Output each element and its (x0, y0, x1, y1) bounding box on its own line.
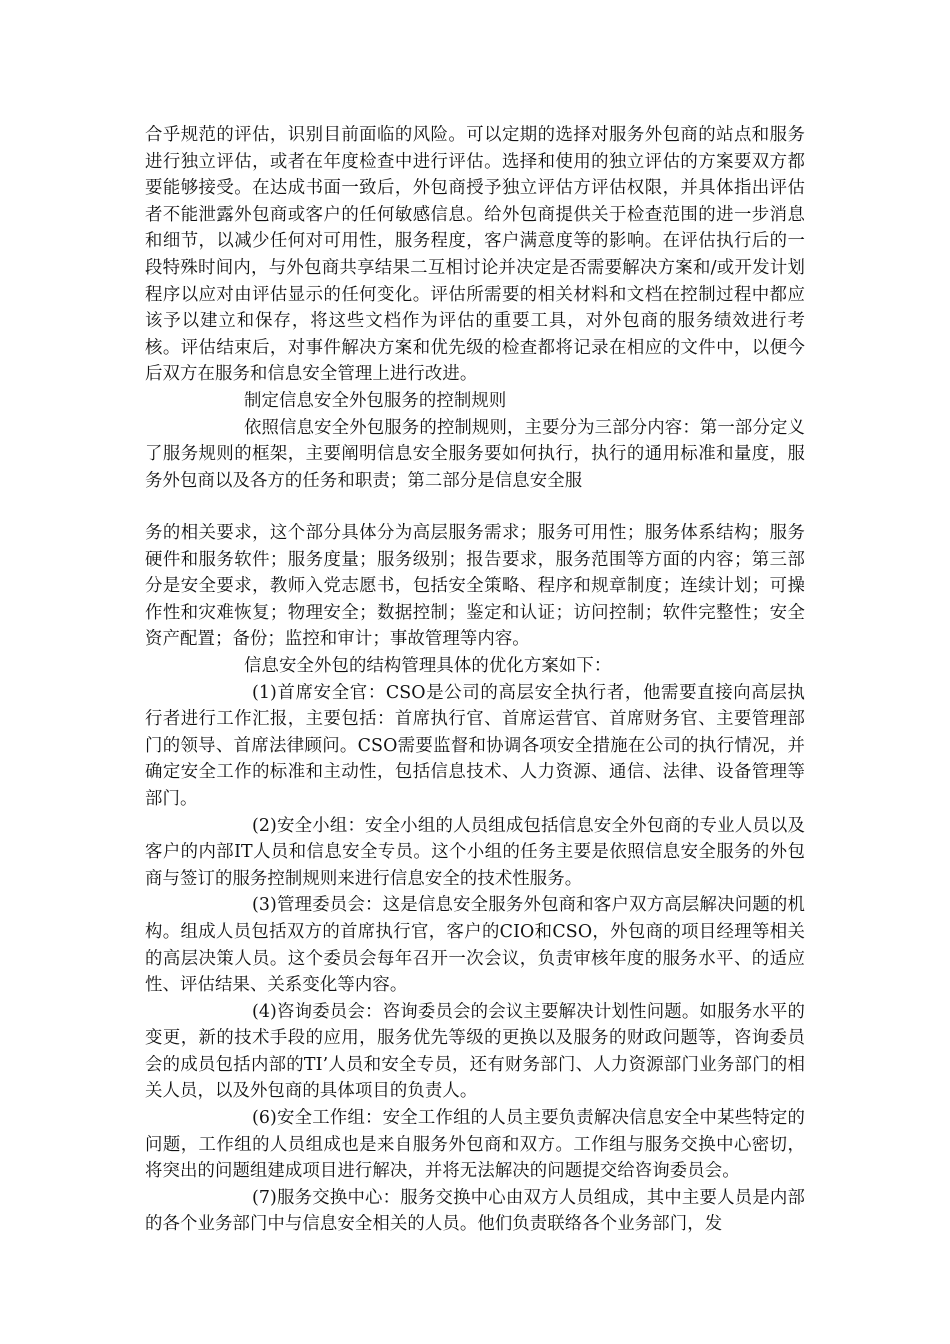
list-item: (3)管理委员会：这是信息安全服务外包商和客户双方高层解决问题的机构。组成人员包括双方的首席执行官，客户的CIO和CSO，外包商的项目经理等相关的高层决策人员。这个委员会每年召开一次会议，负责审核年度的服务水平、的适应性、评估结果、关系变化等内容。 (145, 895, 805, 996)
body-paragraph: 依照信息安全外包服务的控制规则，主要分为三部分内容：第一部分定义了服务规则的框架，主要阐明信息安全服务要如何执行，执行的通用标准和量度，服务外包商以及各方的任务和职责；第二部分是信息安全服 (145, 417, 805, 491)
list-item: (6)安全工作组：安全工作组的人员主要负责解决信息安全中某些特定的问题，工作组的人员组成也是来自服务外包商和双方。工作组与服务交换中心密切，将突出的问题组建成项目进行解决，并将无法解决的问题提交给咨询委员会。 (145, 1108, 805, 1182)
page-section-upper (145, 122, 805, 494)
body-paragraph: 务的相关要求，这个部分具体分为高层服务需求；服务可用性；服务体系结构；服务硬件和服务软件；服务度量；服务级别；报告要求，服务范围等方面的内容；第三部分是安全要求，教师入党志愿书，包括安全策略、程序和规章制度；连续计划；可操作性和灾难恢复；物理安全；数据控制；鉴定和认证；访问控制；软件完整性；安全资产配置；备份；监控和审计；事故管理等内容。 (145, 523, 805, 650)
list-intro: 信息安全外包的结构管理具体的优化方案如下： (244, 655, 612, 676)
list-item: (4)咨询委员会：咨询委员会的会议主要解决计划性问题。如服务水平的变更，新的技术手段的应用，服务优先等级的更换以及服务的财政问题等，咨询委员会的成员包括内部的TI’人员和安全专员，还有财务部门、人力资源部门业务部门的相关人员，以及外包商的具体项目的负责人。 (145, 1001, 805, 1102)
list-item: (1)首席安全官：CSO是公司的高层安全执行者，他需要直接向高层执行者进行工作汇报，主要包括：首席执行官、首席运营官、首席财务官、主要管理部门的领导、首席法律顾问。CSO需要监督和协调各项安全措施在公司的执行情况，并确定安全工作的标准和主动性，包括信息技术、人力资源、通信、法律、设备管理等部门。 (145, 682, 805, 809)
page-section-lower (145, 520, 805, 1238)
list-item: (2)安全小组：安全小组的人员组成包括信息安全外包商的专业人员以及客户的内部IT人员和信息安全专员。这个小组的任务主要是依照信息安全服务的外包商与签订的服务控制规则来进行信息安全的技术性服务。 (145, 815, 805, 889)
list-item: (7)服务交换中心：服务交换中心由双方人员组成，其中主要人员是内部的各个业务部门中与信息安全相关的人员。他们负责联络各个业务部门，发 (145, 1187, 805, 1235)
section-heading: 制定信息安全外包服务的控制规则 (244, 390, 507, 411)
body-paragraph: 合乎规范的评估，识别目前面临的风险。可以定期的选择对服务外包商的站点和服务进行独立评估，或者在年度检查中进行评估。选择和使用的独立评估的方案要双方都要能够接受。在达成书面一致后，外包商授予独立评估方评估权限，并具体指出评估者不能泄露外包商或客户的任何敏感信息。给外包商提供关于检查范围的进一步消息和细节，以减少任何对可用性，服务程度，客户满意度等的影响。在评估执行后的一段特殊时间内，与外包商共享结果二互相讨论并决定是否需要解决方案和/或开发计划程序以应对由评估显示的任何变化。评估所需要的相关材料和文档在控制过程中都应该予以建立和保存，将这些文档作为评估的重要工具，对外包商的服务绩效进行考核。评估结束后，对事件解决方案和优先级的检查都将记录在相应的文件中，以便今后双方在服务和信息安全管理上进行改进。 (145, 125, 805, 385)
